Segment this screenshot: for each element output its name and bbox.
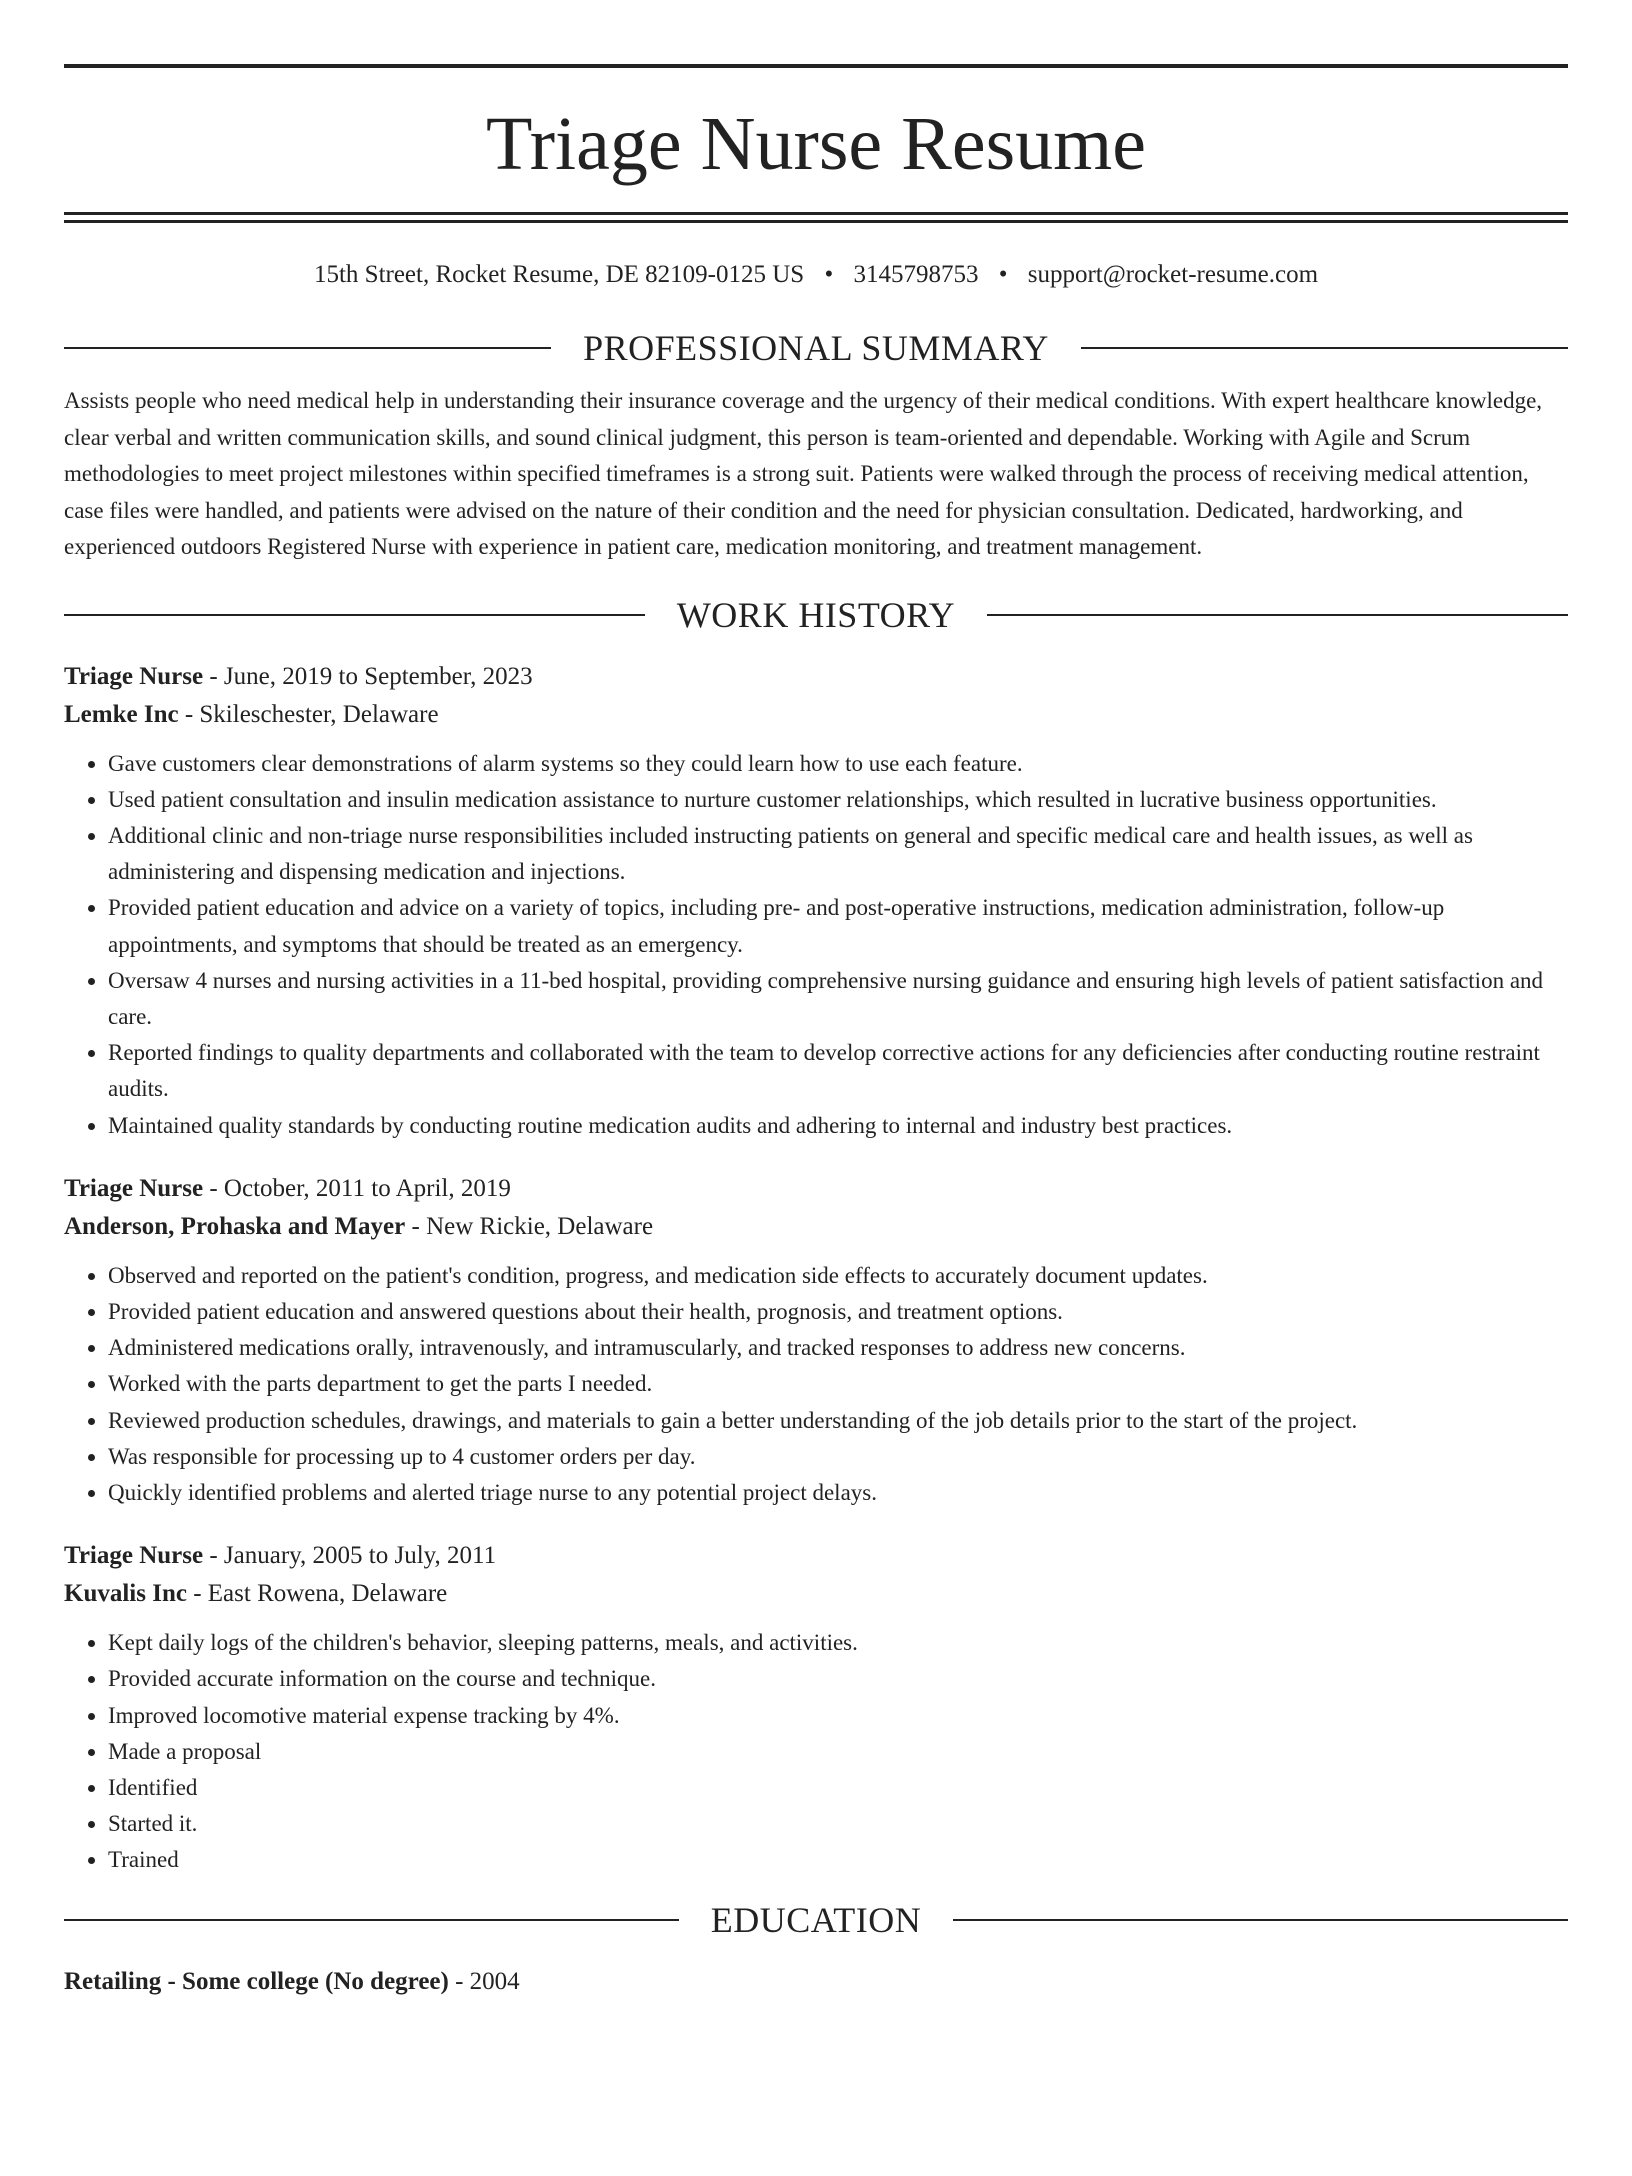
education-section-header [64, 1899, 1568, 1941]
job-bullets [64, 1625, 1568, 1878]
contact-email: support@rocket-resume.com [1027, 261, 1319, 288]
education-entry [64, 1963, 1568, 2001]
job-bullet: • Was responsible for processing up to 4 customer orders per day. [108, 1439, 1568, 1475]
job-bullet: • Reviewed production schedules, drawings, and materials to gain a better understanding of the job details prior to the start of the project. [108, 1403, 1568, 1439]
job-title-line [64, 658, 1568, 696]
job-bullet: • Improved locomotive material expense tracking by 4%. [108, 1698, 1568, 1734]
job-entry [64, 1170, 1568, 1511]
job-bullet: • Gave customers clear demonstrations of alarm systems so they could learn how to use each feature. [108, 746, 1568, 782]
work-heading: WORK HISTORY [676, 594, 956, 635]
contact-phone: 3145798753 [853, 261, 979, 288]
job-bullet: • Reported findings to quality departments and collaborated with the team to develop corrective actions for any deficiencies after conducting routine restraint audits. [108, 1035, 1568, 1107]
work-section-header [64, 594, 1568, 636]
job-bullet: • Identified [108, 1770, 1568, 1806]
contact-separator: • [998, 261, 1008, 288]
contact-address: 15th Street, Rocket Resume, DE 82109-0125 US [313, 261, 805, 288]
job-company: Lemke Inc [64, 700, 179, 728]
job-dates: - January, 2005 to July, 2011 [203, 1542, 497, 1570]
job-location: - Skileschester, Delaware [178, 700, 439, 728]
job-bullet: • Additional clinic and non-triage nurse responsibilities included instructing patients on general and specific medical care and health issues, as well as administering and dispensing medication and injections. [108, 818, 1568, 890]
divider-line [987, 614, 1568, 616]
job-bullet: • Trained [108, 1842, 1568, 1878]
job-bullets [64, 1258, 1568, 1511]
job-company: Kuvalis Inc [64, 1580, 187, 1608]
job-company: Anderson, Prohaska and Mayer [64, 1212, 406, 1240]
page-title: Triage Nurse Resume [486, 102, 1146, 186]
job-entry [64, 1537, 1568, 1878]
divider-line [64, 1919, 679, 1921]
job-title: Triage Nurse [64, 1174, 204, 1202]
job-company-line [64, 1575, 1568, 1613]
job-bullets [64, 746, 1568, 1144]
education-degree: Retailing - Some college (No degree) [64, 1967, 449, 1995]
job-bullet: • Started it. [108, 1806, 1568, 1842]
job-bullet: • Used patient consultation and insulin medication assistance to nurture customer relationships, which resulted in lucrative business opportunities. [108, 782, 1568, 818]
title-double-rule [64, 212, 1568, 223]
job-bullet: • Maintained quality standards by conducting routine medication audits and adhering to internal and industry best practices. [108, 1108, 1568, 1144]
resume-page [0, 64, 1632, 2176]
divider-line [953, 1919, 1568, 1921]
job-bullet: • Observed and reported on the patient's condition, progress, and medication side effects to accurately document updates. [108, 1258, 1568, 1294]
job-bullet: • Provided accurate information on the course and technique. [108, 1661, 1568, 1697]
job-entry [64, 658, 1568, 1144]
education-heading: EDUCATION [710, 1899, 922, 1940]
divider-line [64, 614, 645, 616]
job-location: - East Rowena, Delaware [186, 1580, 448, 1608]
contact-line [64, 257, 1568, 293]
job-title-line [64, 1537, 1568, 1575]
job-bullet: • Oversaw 4 nurses and nursing activities in a 11-bed hospital, providing comprehensive nursing guidance and ensuring high levels of patient satisfaction and care. [108, 963, 1568, 1035]
education-degree-line [64, 1963, 1568, 2001]
summary-heading: PROFESSIONAL SUMMARY [583, 328, 1049, 368]
job-title: Triage Nurse [64, 1542, 204, 1570]
job-bullet: • Kept daily logs of the children's behavior, sleeping patterns, meals, and activities. [108, 1625, 1568, 1661]
job-bullet: • Provided patient education and advice on a variety of topics, including pre- and post-operative instructions, medication administration, follow-up appointments, and symptoms that should be treated as an emergency. [108, 890, 1568, 962]
top-rule [64, 64, 1568, 68]
job-bullet: • Worked with the parts department to get the parts I needed. [108, 1366, 1568, 1402]
job-bullet: • Made a proposal [108, 1734, 1568, 1770]
education-year: - 2004 [448, 1967, 520, 1995]
job-location: - New Rickie, Delaware [405, 1212, 654, 1240]
summary-text: Assists people who need medical help in understanding their insurance coverage and the urgency of their medical conditions. With expert healthcare knowledge, clear verbal and written communication skills, and sound clinical judgment, this person is team-oriented and dependable. Working with Agile and Scrum methodologies to meet project milestones within specified timeframes is a strong suit. Patients were walked through the process of receiving medical attention, case files were handled, and patients were advised on the nature of their condition and the need for physician consultation. Dedicated, hardworking, and experienced outdoors Registered Nurse with experience in patient care, medication monitoring, and treatment management. [64, 388, 1543, 559]
job-dates: - October, 2011 to April, 2019 [203, 1174, 511, 1202]
job-bullet: • Quickly identified problems and alerted triage nurse to any potential project delays. [108, 1475, 1568, 1511]
job-bullet: • Provided patient education and answered questions about their health, prognosis, and treatment options. [108, 1294, 1568, 1330]
divider-line [1081, 347, 1568, 349]
job-title-line [64, 1170, 1568, 1208]
contact-separator: • [824, 261, 834, 288]
job-title: Triage Nurse [64, 662, 204, 690]
job-bullet: • Administered medications orally, intravenously, and intramuscularly, and tracked responses to address new concerns. [108, 1330, 1568, 1366]
divider-line [64, 347, 551, 349]
job-dates: - June, 2019 to September, 2023 [203, 662, 533, 690]
job-company-line [64, 696, 1568, 734]
job-company-line [64, 1208, 1568, 1246]
summary-section-header [64, 327, 1568, 369]
